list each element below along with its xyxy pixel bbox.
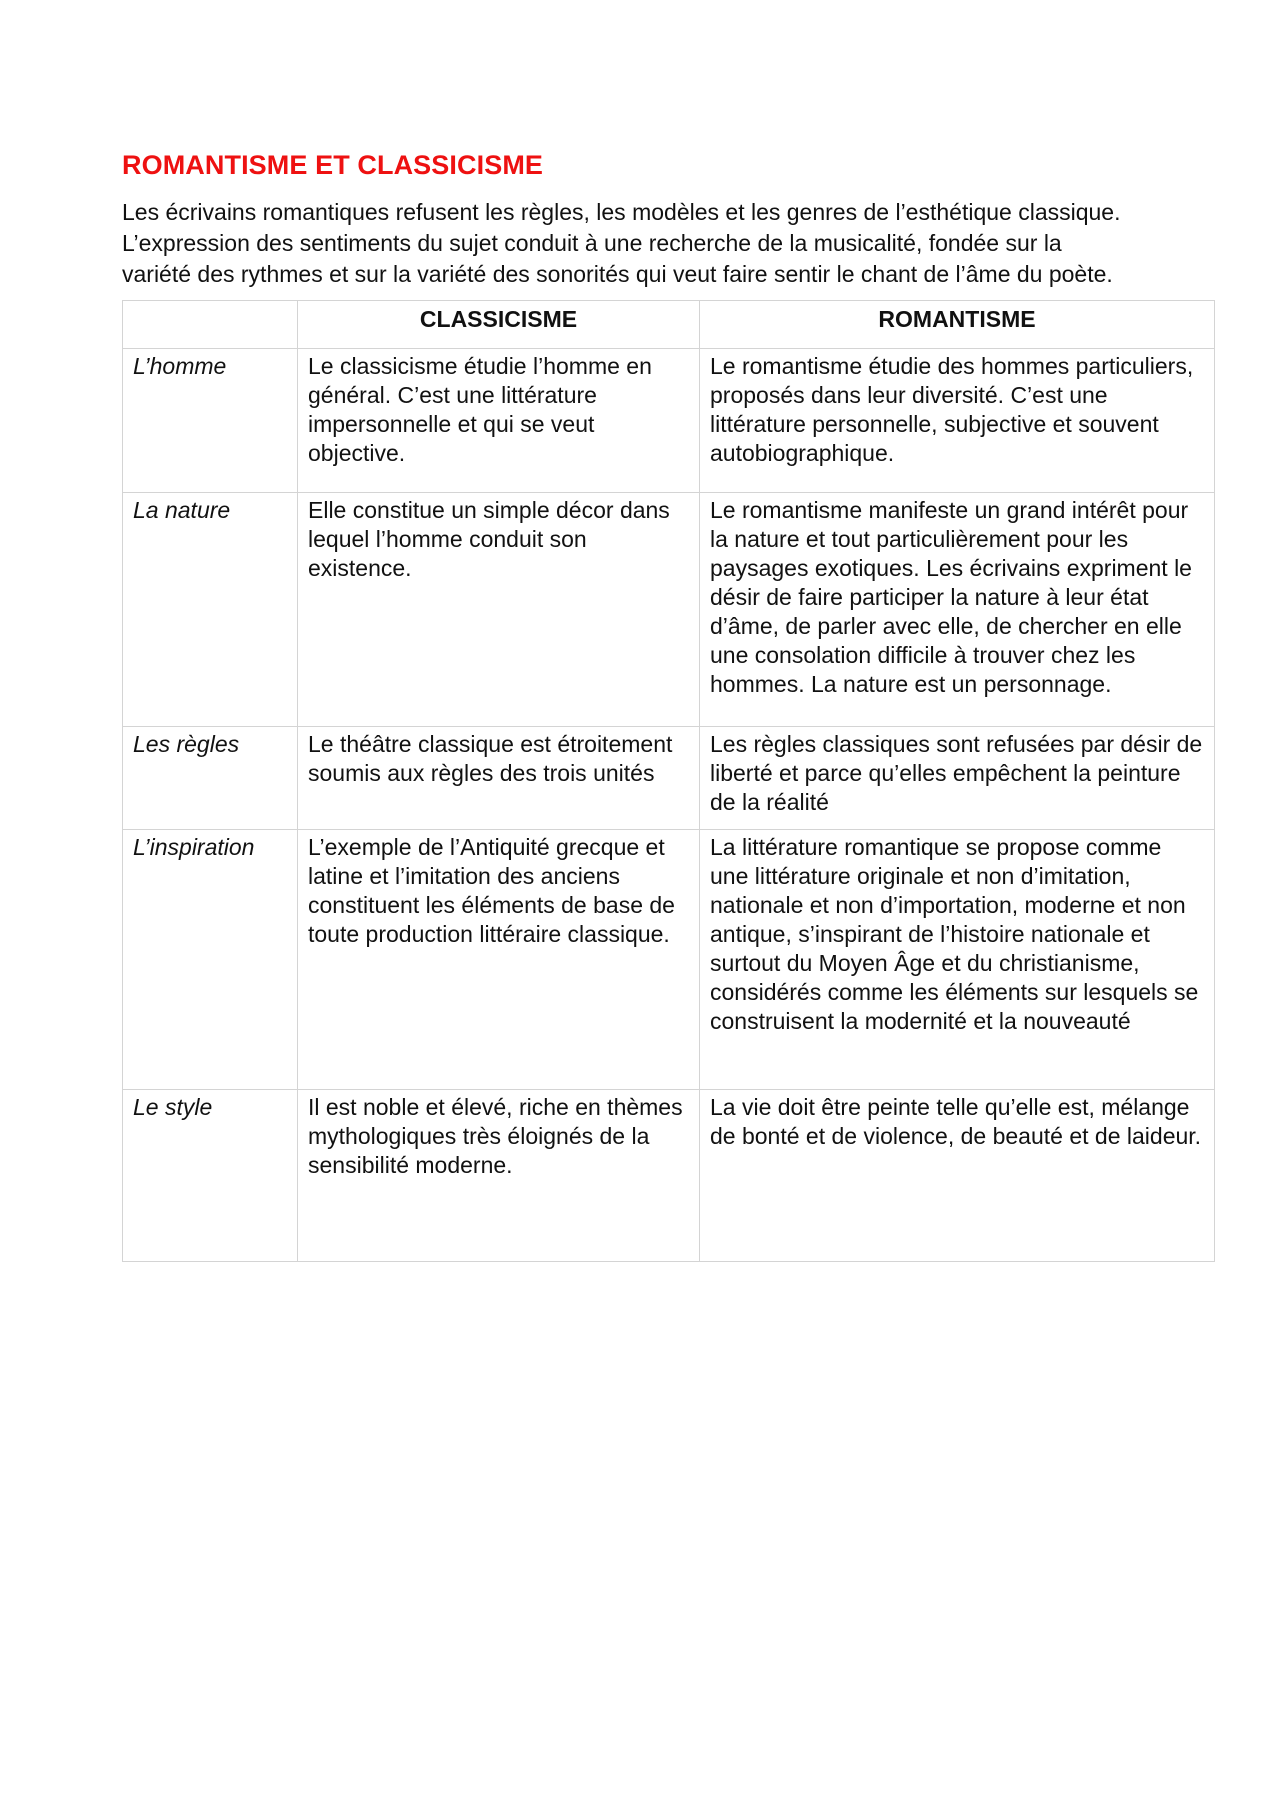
table-row [123, 830, 1215, 1090]
cell-romantisme: Le romantisme étudie des hommes particuliers, proposés dans leur diversité. C’est une littérature personnelle, subjective et souvent autobiographique. [700, 349, 1215, 493]
cell-romantisme: Les règles classiques sont refusées par désir de liberté et parce qu’elles empêchent la peinture de la réalité [700, 727, 1215, 830]
table-row [123, 727, 1215, 830]
table-row [123, 1090, 1215, 1262]
header-cell-topic [123, 301, 298, 349]
cell-classicisme: Elle constitue un simple décor dans lequel l’homme conduit son existence. [298, 493, 700, 727]
row-topic: Le style [123, 1090, 298, 1262]
table-row [123, 349, 1215, 493]
document-title: ROMANTISME ET CLASSICISME [122, 150, 544, 180]
header-cell-classicisme: CLASSICISME [298, 301, 700, 349]
row-topic: Les règles [123, 727, 298, 830]
cell-romantisme: Le romantisme manifeste un grand intérêt pour la nature et tout particulièrement pour les paysages exotiques. Les écrivains expriment le désir de faire participer la nature à leur état d’âme, de parler avec elle, de chercher en elle une consolation difficile à trouver chez les hommes. La nature est un personnage. [700, 493, 1215, 727]
comparison-table [122, 300, 1215, 1262]
cell-classicisme: Le classicisme étudie l’homme en général. C’est une littérature impersonnelle et qui se veut objective. [298, 349, 700, 493]
row-topic: L’inspiration [123, 830, 298, 1090]
row-topic: L’homme [123, 349, 298, 493]
cell-classicisme: Le théâtre classique est étroitement soumis aux règles des trois unités [298, 727, 700, 830]
cell-classicisme: L’exemple de l’Antiquité grecque et latine et l’imitation des anciens constituent les éléments de base de toute production littéraire classique. [298, 830, 700, 1090]
cell-romantisme: La littérature romantique se propose comme une littérature originale et non d’imitation, nationale et non d’importation, moderne et non antique, s’inspirant de l’histoire nationale et surtout du Moyen Âge et du christianisme, considérés comme les éléments sur lesquels se construisent la modernité et la nouveauté [700, 830, 1215, 1090]
header-cell-romantisme: ROMANTISME [700, 301, 1215, 349]
row-topic: La nature [123, 493, 298, 727]
cell-classicisme: Il est noble et élevé, riche en thèmes mythologiques très éloignés de la sensibilité moderne. [298, 1090, 700, 1262]
table-row [123, 493, 1215, 727]
document-page [122, 150, 1214, 1262]
cell-romantisme: La vie doit être peinte telle qu’elle est, mélange de bonté et de violence, de beauté et de laideur. [700, 1090, 1215, 1262]
table-header-row [123, 301, 1215, 349]
intro-paragraph: Les écrivains romantiques refusent les règles, les modèles et les genres de l’esthétique classique. L’expression des sentiments du sujet conduit à une recherche de la musicalité, fondée sur la variété des rythmes et sur la variété des sonorités qui veut faire sentir le chant de l’âme du poète. [122, 199, 1121, 287]
